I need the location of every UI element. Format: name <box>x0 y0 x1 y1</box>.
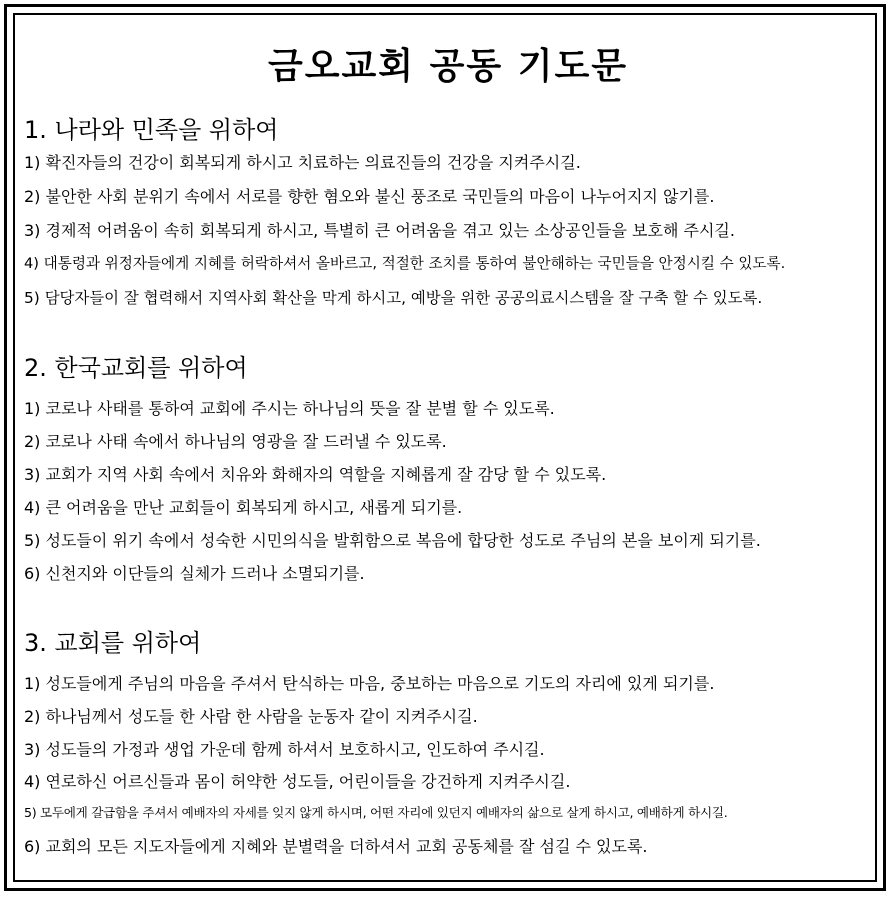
prayer-item: 1) 코로나 사태를 통하여 교회에 주시는 하나님의 뜻을 잘 분별 할 수 있도록. <box>24 399 555 418</box>
prayer-item: 5) 담당자들이 잘 협력해서 지역사회 확산을 막게 하시고, 예방을 위한 공공의료시스템을 잘 구축 할 수 있도록. <box>24 289 763 307</box>
section-heading-nation: 1. 나라와 민족을 위하여 <box>24 116 279 144</box>
section-heading-korean-church: 2. 한국교회를 위하여 <box>24 354 248 382</box>
prayer-item: 2) 코로나 사태 속에서 하나님의 영광을 잘 드러낼 수 있도록. <box>24 432 447 451</box>
prayer-item: 4) 대통령과 위정자들에게 지혜를 허락하셔서 올바르고, 적절한 조치를 통하여 불안해하는 국민들을 안정시킬 수 있도록. <box>24 255 786 272</box>
page-title: 금오교회 공동 기도문 <box>267 46 629 87</box>
section-heading-church: 3. 교회를 위하여 <box>24 629 202 657</box>
prayer-item: 5) 성도들이 위기 속에서 성숙한 시민의식을 발휘함으로 복음에 합당한 성도로 주님의 본을 보이게 되기를. <box>24 531 761 550</box>
prayer-item: 6) 교회의 모든 지도자들에게 지혜와 분별력을 더하셔서 교회 공동체를 잘 섬길 수 있도록. <box>24 837 648 856</box>
prayer-item: 3) 경제적 어려움이 속히 회복되게 하시고, 특별히 큰 어려움을 겪고 있는 소상공인들을 보호해 주시길. <box>24 221 735 240</box>
prayer-item: 2) 하나님께서 성도들 한 사람 한 사람을 눈동자 같이 지켜주시길. <box>24 707 478 726</box>
prayer-item: 1) 확진자들의 건강이 회복되게 하시고 치료하는 의료진들의 건강을 지켜주시길. <box>24 153 581 172</box>
prayer-item: 6) 신천지와 이단들의 실체가 드러나 소멸되기를. <box>24 564 365 583</box>
prayer-item: 2) 불안한 사회 분위기 속에서 서로를 향한 혐오와 불신 풍조로 국민들의 마음이 나누어지지 않기를. <box>24 187 715 206</box>
prayer-item: 4) 큰 어려움을 만난 교회들이 회복되게 하시고, 새롭게 되기를. <box>24 498 463 517</box>
prayer-item: 3) 교회가 지역 사회 속에서 치유와 화해자의 역할을 지혜롭게 잘 감당 할 수 있도록. <box>24 465 607 484</box>
prayer-item: 3) 성도들의 가정과 생업 가운데 함께 하셔서 보호하시고, 인도하여 주시길. <box>24 740 545 759</box>
prayer-item: 4) 연로하신 어르신들과 몸이 허약한 성도들, 어린이들을 강건하게 지켜주시길. <box>24 772 571 791</box>
prayer-item: 1) 성도들에게 주님의 마음을 주셔서 탄식하는 마음, 중보하는 마음으로 기도의 자리에 있게 되기를. <box>24 674 715 693</box>
prayer-item: 5) 모두에게 갈급함을 주셔서 예배자의 자세를 잊지 않게 하시며, 어떤 자리에 있던지 예배자의 삶으로 살게 하시고, 예배하게 하시길. <box>24 805 728 820</box>
